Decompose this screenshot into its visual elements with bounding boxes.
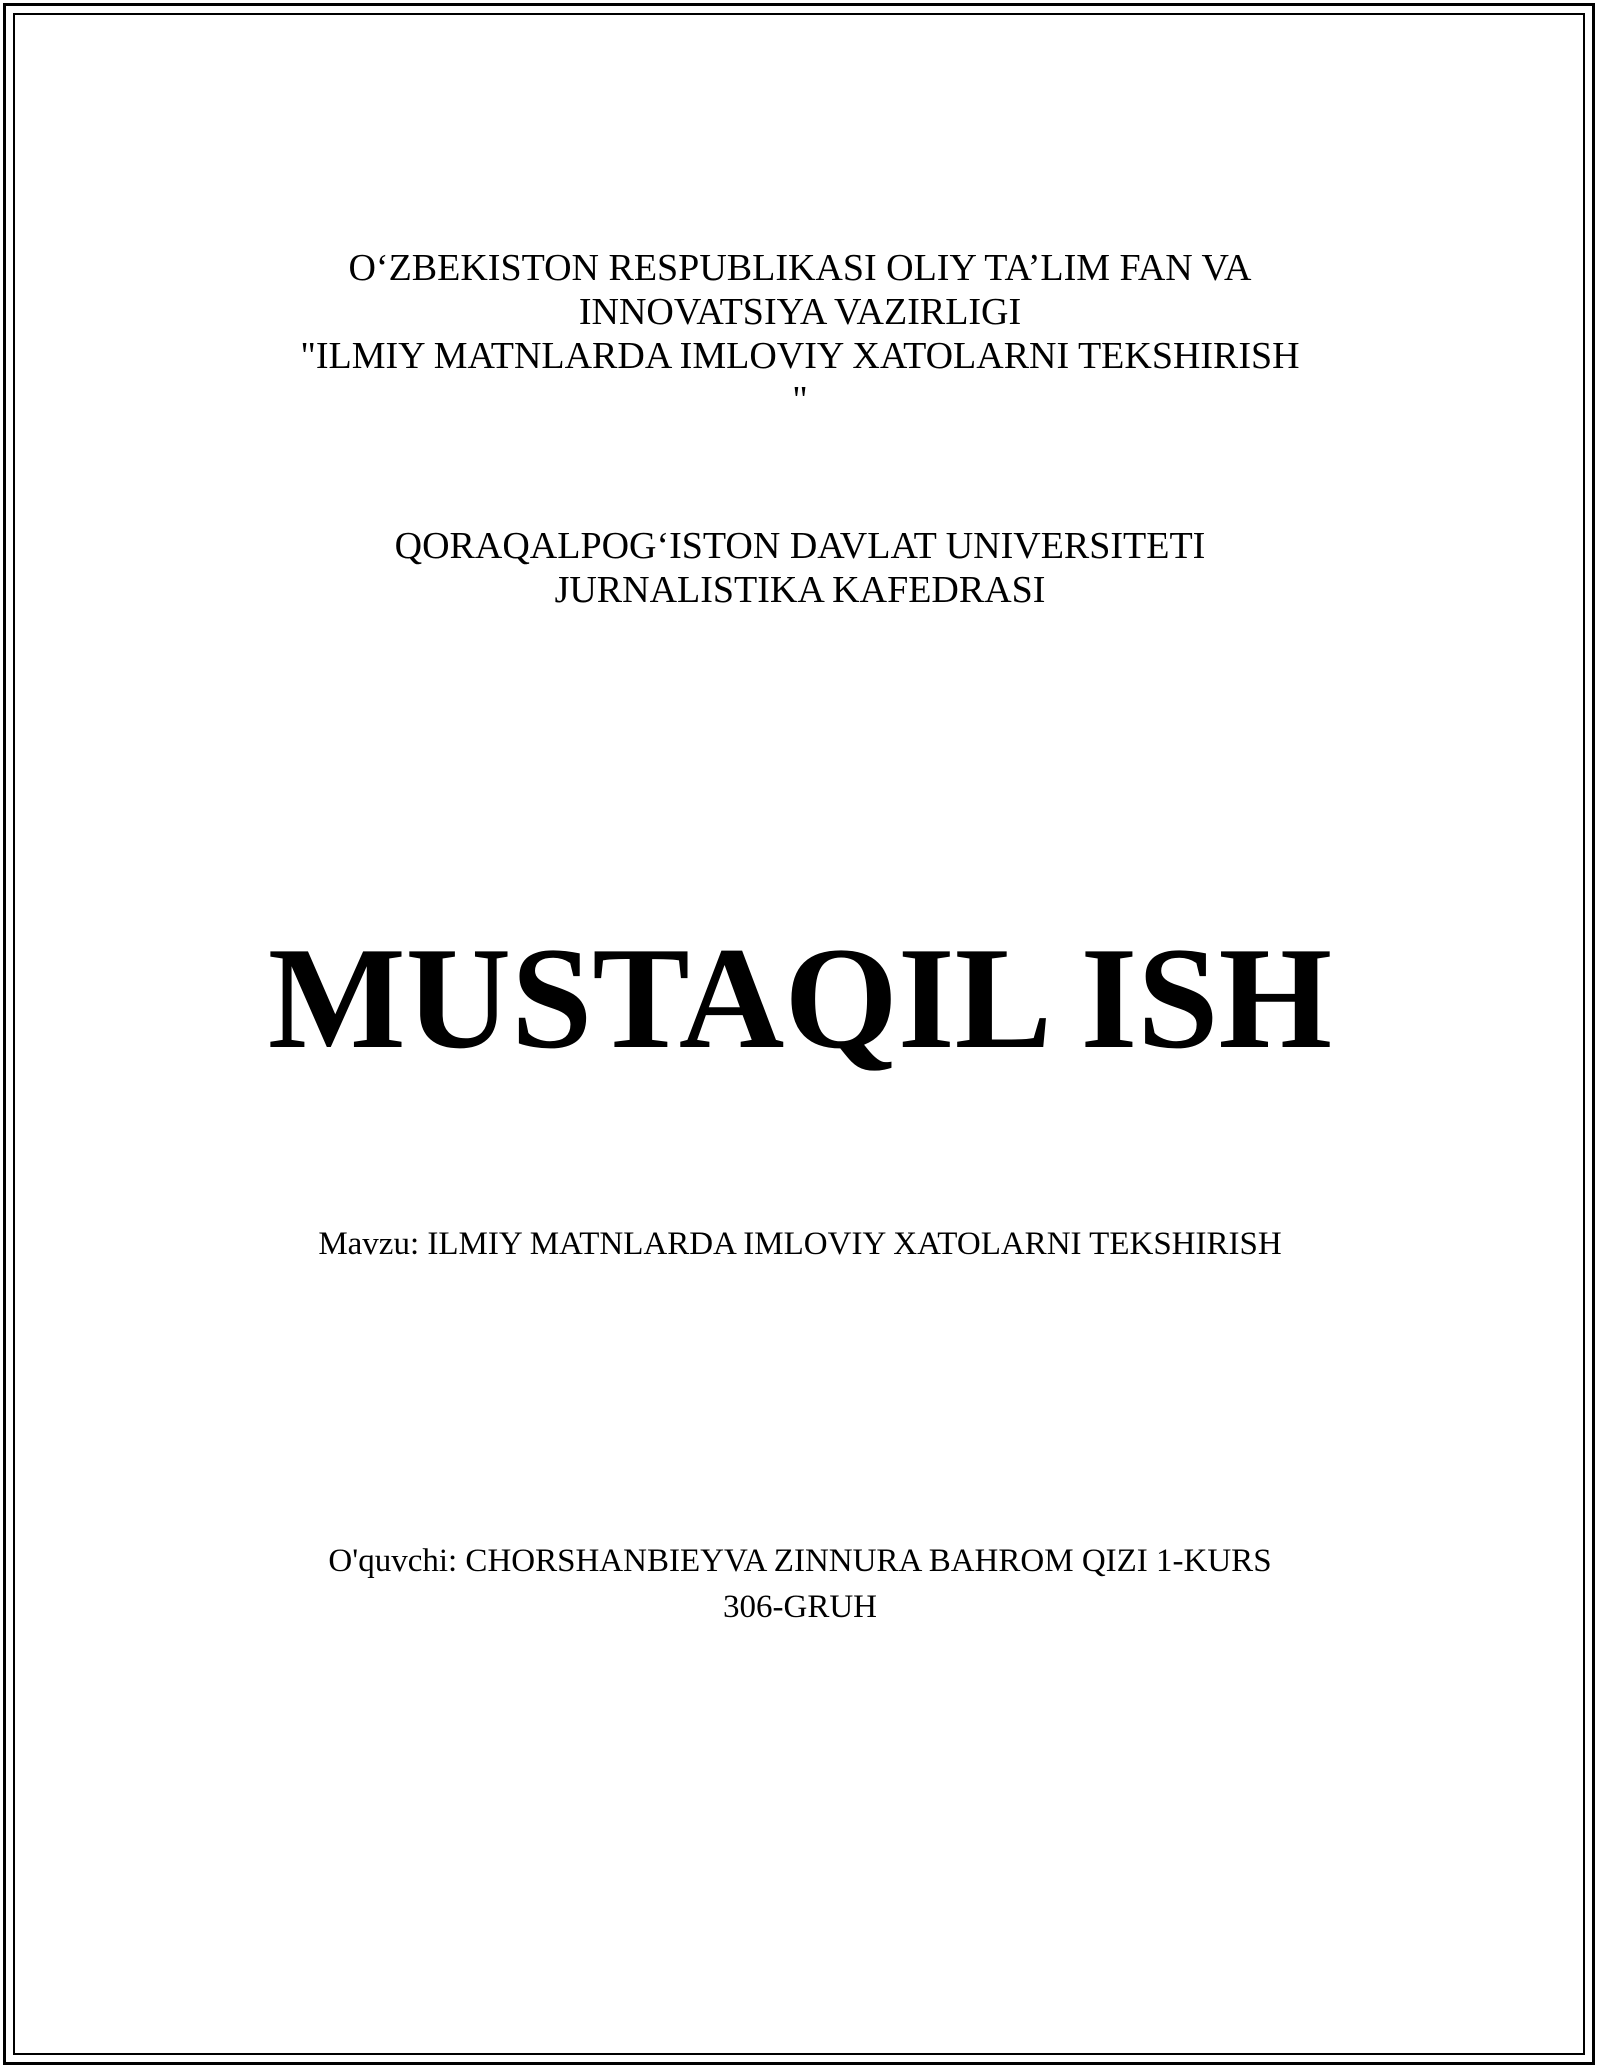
ministry-header	[0, 246, 1600, 422]
ministry-line-3: "ILMIY MATNLARDA IMLOVIY XATOLARNI TEKSHIRISH	[300, 335, 1300, 377]
department-name: JURNALISTIKA KAFEDRASI	[554, 569, 1046, 611]
student-block	[0, 1538, 1600, 1630]
ministry-line-4: "	[792, 379, 808, 421]
university-name: QORAQALPOG‘ISTON DAVLAT UNIVERSITETI	[394, 525, 1206, 567]
document-title: MUSTAQIL ISH	[267, 917, 1333, 1079]
topic-line: Mavzu: ILMIY MATNLARDA IMLOVIY XATOLARNI TEKSHIRISH	[318, 1226, 1282, 1262]
university-block	[0, 524, 1600, 612]
student-line-2: 306-GRUH	[723, 1589, 877, 1625]
ministry-line-1: O‘ZBEKISTON RESPUBLIKASI OLIY TA’LIM FAN VA	[348, 247, 1252, 289]
topic-block	[0, 1222, 1600, 1266]
student-line-1: O'quvchi: CHORSHANBIEYVA ZINNURA BAHROM QIZI 1-KURS	[328, 1543, 1272, 1579]
ministry-line-2: INNOVATSIYA VAZIRLIGI	[578, 291, 1022, 333]
